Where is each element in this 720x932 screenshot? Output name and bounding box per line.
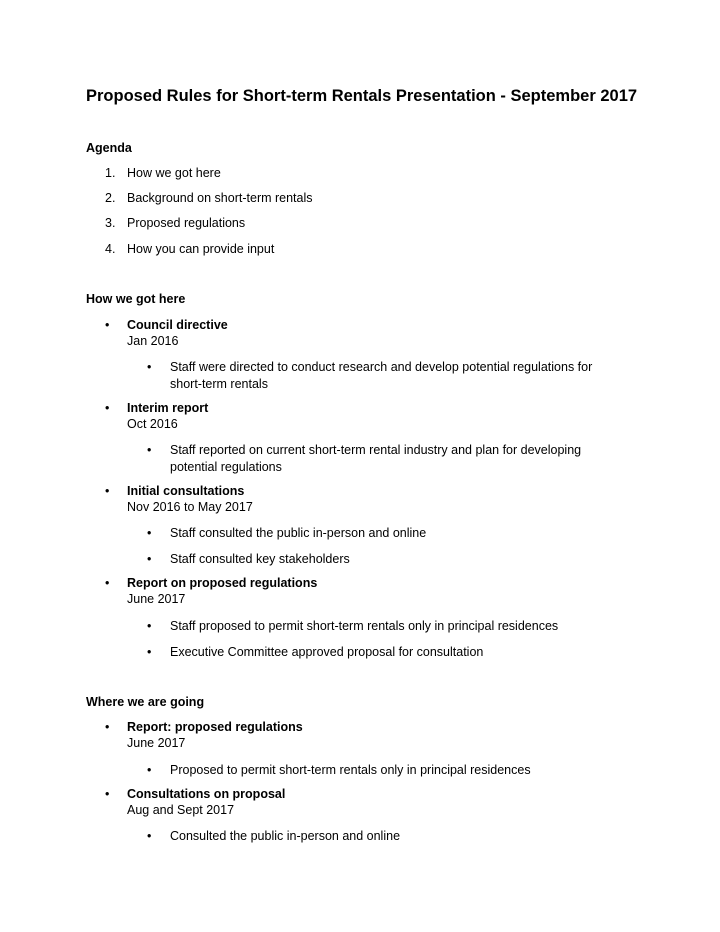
agenda-item: Background on short-term rentals <box>127 191 313 205</box>
milestone-detail: Proposed to permit short-term rentals only in principal residences <box>170 763 531 777</box>
milestone-label: Interim report <box>127 401 209 415</box>
bullet-icon: • <box>147 645 152 659</box>
bullet-icon: • <box>105 401 110 415</box>
bullet-icon: • <box>105 318 110 332</box>
bullet-icon: • <box>147 526 152 540</box>
agenda-item-number: 4. <box>105 242 116 256</box>
milestone-date: Nov 2016 to May 2017 <box>127 500 253 514</box>
milestone-detail: Staff were directed to conduct research and develop potential regulations for short-term rentals <box>170 360 593 391</box>
milestone-date: June 2017 <box>127 736 186 750</box>
milestone-detail: Staff proposed to permit short-term rentals only in principal residences <box>170 619 559 633</box>
milestone-detail: Staff consulted key stakeholders <box>170 552 350 566</box>
agenda-item-number: 2. <box>105 191 116 205</box>
milestone-label: Initial consultations <box>127 484 245 498</box>
milestone-label: Report on proposed regulations <box>127 576 318 590</box>
bullet-icon: • <box>147 443 152 457</box>
bullet-icon: • <box>105 576 110 590</box>
agenda-item-number: 1. <box>105 166 116 180</box>
agenda-item: How we got here <box>127 166 221 180</box>
milestone-date: Jan 2016 <box>127 334 179 348</box>
milestone-date: June 2017 <box>127 592 186 606</box>
milestone-label: Consultations on proposal <box>127 787 286 801</box>
milestone-detail: Staff consulted the public in-person and online <box>170 526 427 540</box>
milestone-detail: Executive Committee approved proposal for consultation <box>170 645 484 659</box>
bullet-icon: • <box>105 720 110 734</box>
bullet-icon: • <box>147 619 152 633</box>
bullet-icon: • <box>147 552 152 566</box>
milestone-detail: Staff reported on current short-term rental industry and plan for developing potential regulations <box>170 443 582 474</box>
bullet-icon: • <box>147 829 152 843</box>
agenda-item: How you can provide input <box>127 242 275 256</box>
milestone-label: Report: proposed regulations <box>127 720 303 734</box>
bullet-icon: • <box>147 360 152 374</box>
milestone-date: Oct 2016 <box>127 417 178 431</box>
where-we-are-going-heading: Where we are going <box>86 695 205 709</box>
how-we-got-here-heading: How we got here <box>86 292 186 306</box>
agenda-item-number: 3. <box>105 216 116 230</box>
milestone-label: Council directive <box>127 318 228 332</box>
agenda-item: Proposed regulations <box>127 216 246 230</box>
bullet-icon: • <box>105 484 110 498</box>
milestone-detail: Consulted the public in-person and online <box>170 829 401 843</box>
agenda-heading: Agenda <box>86 141 132 155</box>
milestone-date: Aug and Sept 2017 <box>127 803 235 817</box>
bullet-icon: • <box>105 787 110 801</box>
bullet-icon: • <box>147 763 152 777</box>
page-title: Proposed Rules for Short-term Rentals Presentation - September 2017 <box>86 87 638 105</box>
